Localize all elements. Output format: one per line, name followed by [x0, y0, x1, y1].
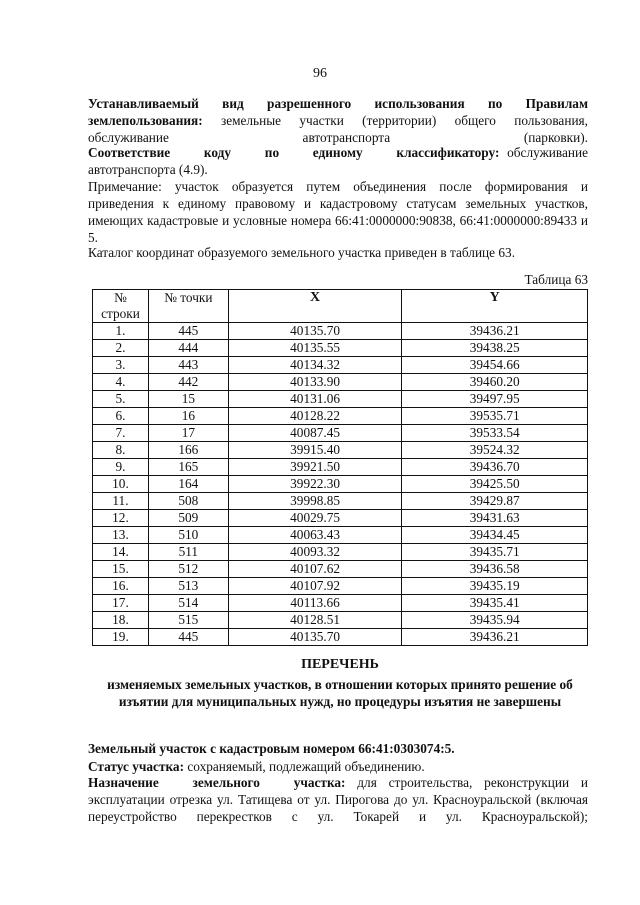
cell-x: 39922.30: [228, 476, 402, 493]
cell-point-number: 509: [148, 510, 228, 527]
cell-x: 40135.55: [228, 340, 402, 357]
list-subtitle: изменяемых земельных участков, в отношении которых принято решение об изъятии для муниципальных нужд, но процедуры изъятия не завершены: [107, 677, 573, 709]
coordinates-table: [92, 289, 588, 646]
cell-point-number: 512: [148, 561, 228, 578]
cell-x: 39921.50: [228, 459, 402, 476]
purpose-label: Назначение земельного участка:: [88, 775, 346, 790]
cell-x: 40128.51: [228, 612, 402, 629]
table-row: [93, 442, 588, 459]
cell-x: 40128.22: [228, 408, 402, 425]
table-row: [93, 544, 588, 561]
cell-point-number: 166: [148, 442, 228, 459]
table-row: [93, 357, 588, 374]
cell-y: 39431.63: [402, 510, 588, 527]
table-row: [93, 391, 588, 408]
purpose-paragraph: [88, 774, 588, 825]
table-row: [93, 561, 588, 578]
cell-row-number: 6.: [93, 408, 149, 425]
cell-row-number: 12.: [93, 510, 149, 527]
header-row-number: № строки: [93, 290, 149, 323]
note-paragraph: Примечание: участок образуется путем объединения после формирования и приведения к единому правовому и кадастровому статусам земельных участков, имеющих кадастровые и условные номера 66:41:0000000:90838, 66:41:0000000:89433 и 5.: [88, 179, 588, 245]
cell-point-number: 165: [148, 459, 228, 476]
cell-y: 39460.20: [402, 374, 588, 391]
cell-y: 39436.58: [402, 561, 588, 578]
cell-point-number: 445: [148, 629, 228, 646]
cell-point-number: 511: [148, 544, 228, 561]
cell-row-number: 19.: [93, 629, 149, 646]
table-row: [93, 595, 588, 612]
cell-row-number: 2.: [93, 340, 149, 357]
table-row: [93, 612, 588, 629]
cell-y: 39429.87: [402, 493, 588, 510]
cell-y: 39436.70: [402, 459, 588, 476]
code-paragraph: [88, 144, 588, 178]
code-value: обслуживание автотранспорта (4.9).: [88, 145, 589, 177]
cell-point-number: 17: [148, 425, 228, 442]
list-title: ПЕРЕЧЕНЬ: [301, 657, 379, 672]
cell-row-number: 11.: [93, 493, 149, 510]
cell-x: 40131.06: [228, 391, 402, 408]
purpose-value: для строительства, реконструкции и эксплуатации отрезка ул. Татищева от ул. Пирогова до ул. Красноуральской (включая переустройство перекрестков с ул. Токарей и ул. Красноуральской);: [88, 775, 588, 824]
cell-y: 39497.95: [402, 391, 588, 408]
cell-x: 40113.66: [228, 595, 402, 612]
cell-y: 39436.21: [402, 323, 588, 340]
table-row: [93, 374, 588, 391]
table-row: [93, 340, 588, 357]
cell-y: 39435.19: [402, 578, 588, 595]
table-row: [93, 476, 588, 493]
table-caption: Таблица 63: [524, 272, 588, 287]
cell-row-number: 13.: [93, 527, 149, 544]
cell-y: 39535.71: [402, 408, 588, 425]
cell-point-number: 164: [148, 476, 228, 493]
use-paragraph: [88, 95, 588, 146]
header-x: X: [228, 290, 402, 323]
table-row: [93, 425, 588, 442]
cell-x: 40107.62: [228, 561, 402, 578]
cell-point-number: 508: [148, 493, 228, 510]
cell-point-number: 513: [148, 578, 228, 595]
cell-row-number: 17.: [93, 595, 149, 612]
cell-y: 39436.21: [402, 629, 588, 646]
cell-x: 40093.32: [228, 544, 402, 561]
status-paragraph: [88, 758, 588, 775]
cell-y: 39434.45: [402, 527, 588, 544]
cell-y: 39435.94: [402, 612, 588, 629]
cell-x: 40107.92: [228, 578, 402, 595]
cell-row-number: 5.: [93, 391, 149, 408]
cell-row-number: 10.: [93, 476, 149, 493]
cell-row-number: 18.: [93, 612, 149, 629]
header-point-number: № точки: [148, 290, 228, 323]
catalog-paragraph: Каталог координат образуемого земельного участка приведен в таблице 63.: [88, 245, 516, 260]
cell-x: 40135.70: [228, 323, 402, 340]
cell-row-number: 7.: [93, 425, 149, 442]
status-value: сохраняемый, подлежащий объединению.: [187, 759, 425, 774]
page-number: 96: [313, 66, 327, 81]
cell-row-number: 4.: [93, 374, 149, 391]
cell-point-number: 16: [148, 408, 228, 425]
cell-x: 40134.32: [228, 357, 402, 374]
table-row: [93, 510, 588, 527]
cell-x: 40135.70: [228, 629, 402, 646]
table-row: [93, 323, 588, 340]
cell-x: 39915.40: [228, 442, 402, 459]
cell-x: 39998.85: [228, 493, 402, 510]
cell-point-number: 444: [148, 340, 228, 357]
cell-row-number: 16.: [93, 578, 149, 595]
cell-row-number: 1.: [93, 323, 149, 340]
cell-row-number: 14.: [93, 544, 149, 561]
cell-x: 40133.90: [228, 374, 402, 391]
table-row: [93, 408, 588, 425]
code-label: Соответствие коду по единому классификатору:: [88, 145, 500, 160]
cell-row-number: 8.: [93, 442, 149, 459]
cell-row-number: 9.: [93, 459, 149, 476]
cell-y: 39438.25: [402, 340, 588, 357]
cell-point-number: 445: [148, 323, 228, 340]
cell-y: 39454.66: [402, 357, 588, 374]
table-row: [93, 629, 588, 646]
table-row: [93, 493, 588, 510]
cell-point-number: 514: [148, 595, 228, 612]
cell-point-number: 442: [148, 374, 228, 391]
cell-point-number: 510: [148, 527, 228, 544]
cell-y: 39435.71: [402, 544, 588, 561]
cell-point-number: 15: [148, 391, 228, 408]
cell-point-number: 515: [148, 612, 228, 629]
cell-y: 39533.54: [402, 425, 588, 442]
cell-x: 40063.43: [228, 527, 402, 544]
cell-point-number: 443: [148, 357, 228, 374]
table-row: [93, 527, 588, 544]
use-label: Устанавливаемый вид разрешенного использования по Правилам землепользования:: [88, 96, 588, 128]
cell-x: 40087.45: [228, 425, 402, 442]
cell-row-number: 15.: [93, 561, 149, 578]
header-y: Y: [402, 290, 588, 323]
cell-row-number: 3.: [93, 357, 149, 374]
cell-x: 40029.75: [228, 510, 402, 527]
use-value: земельные участки (территории) общего пользования, обслуживание автотранспорта (парковки).: [88, 113, 588, 145]
cell-y: 39425.50: [402, 476, 588, 493]
table-row: [93, 578, 588, 595]
table-row: [93, 459, 588, 476]
cell-y: 39524.32: [402, 442, 588, 459]
cell-y: 39435.41: [402, 595, 588, 612]
status-label: Статус участка:: [88, 759, 185, 774]
parcel-heading: Земельный участок с кадастровым номером 66:41:0303074:5.: [88, 741, 455, 756]
